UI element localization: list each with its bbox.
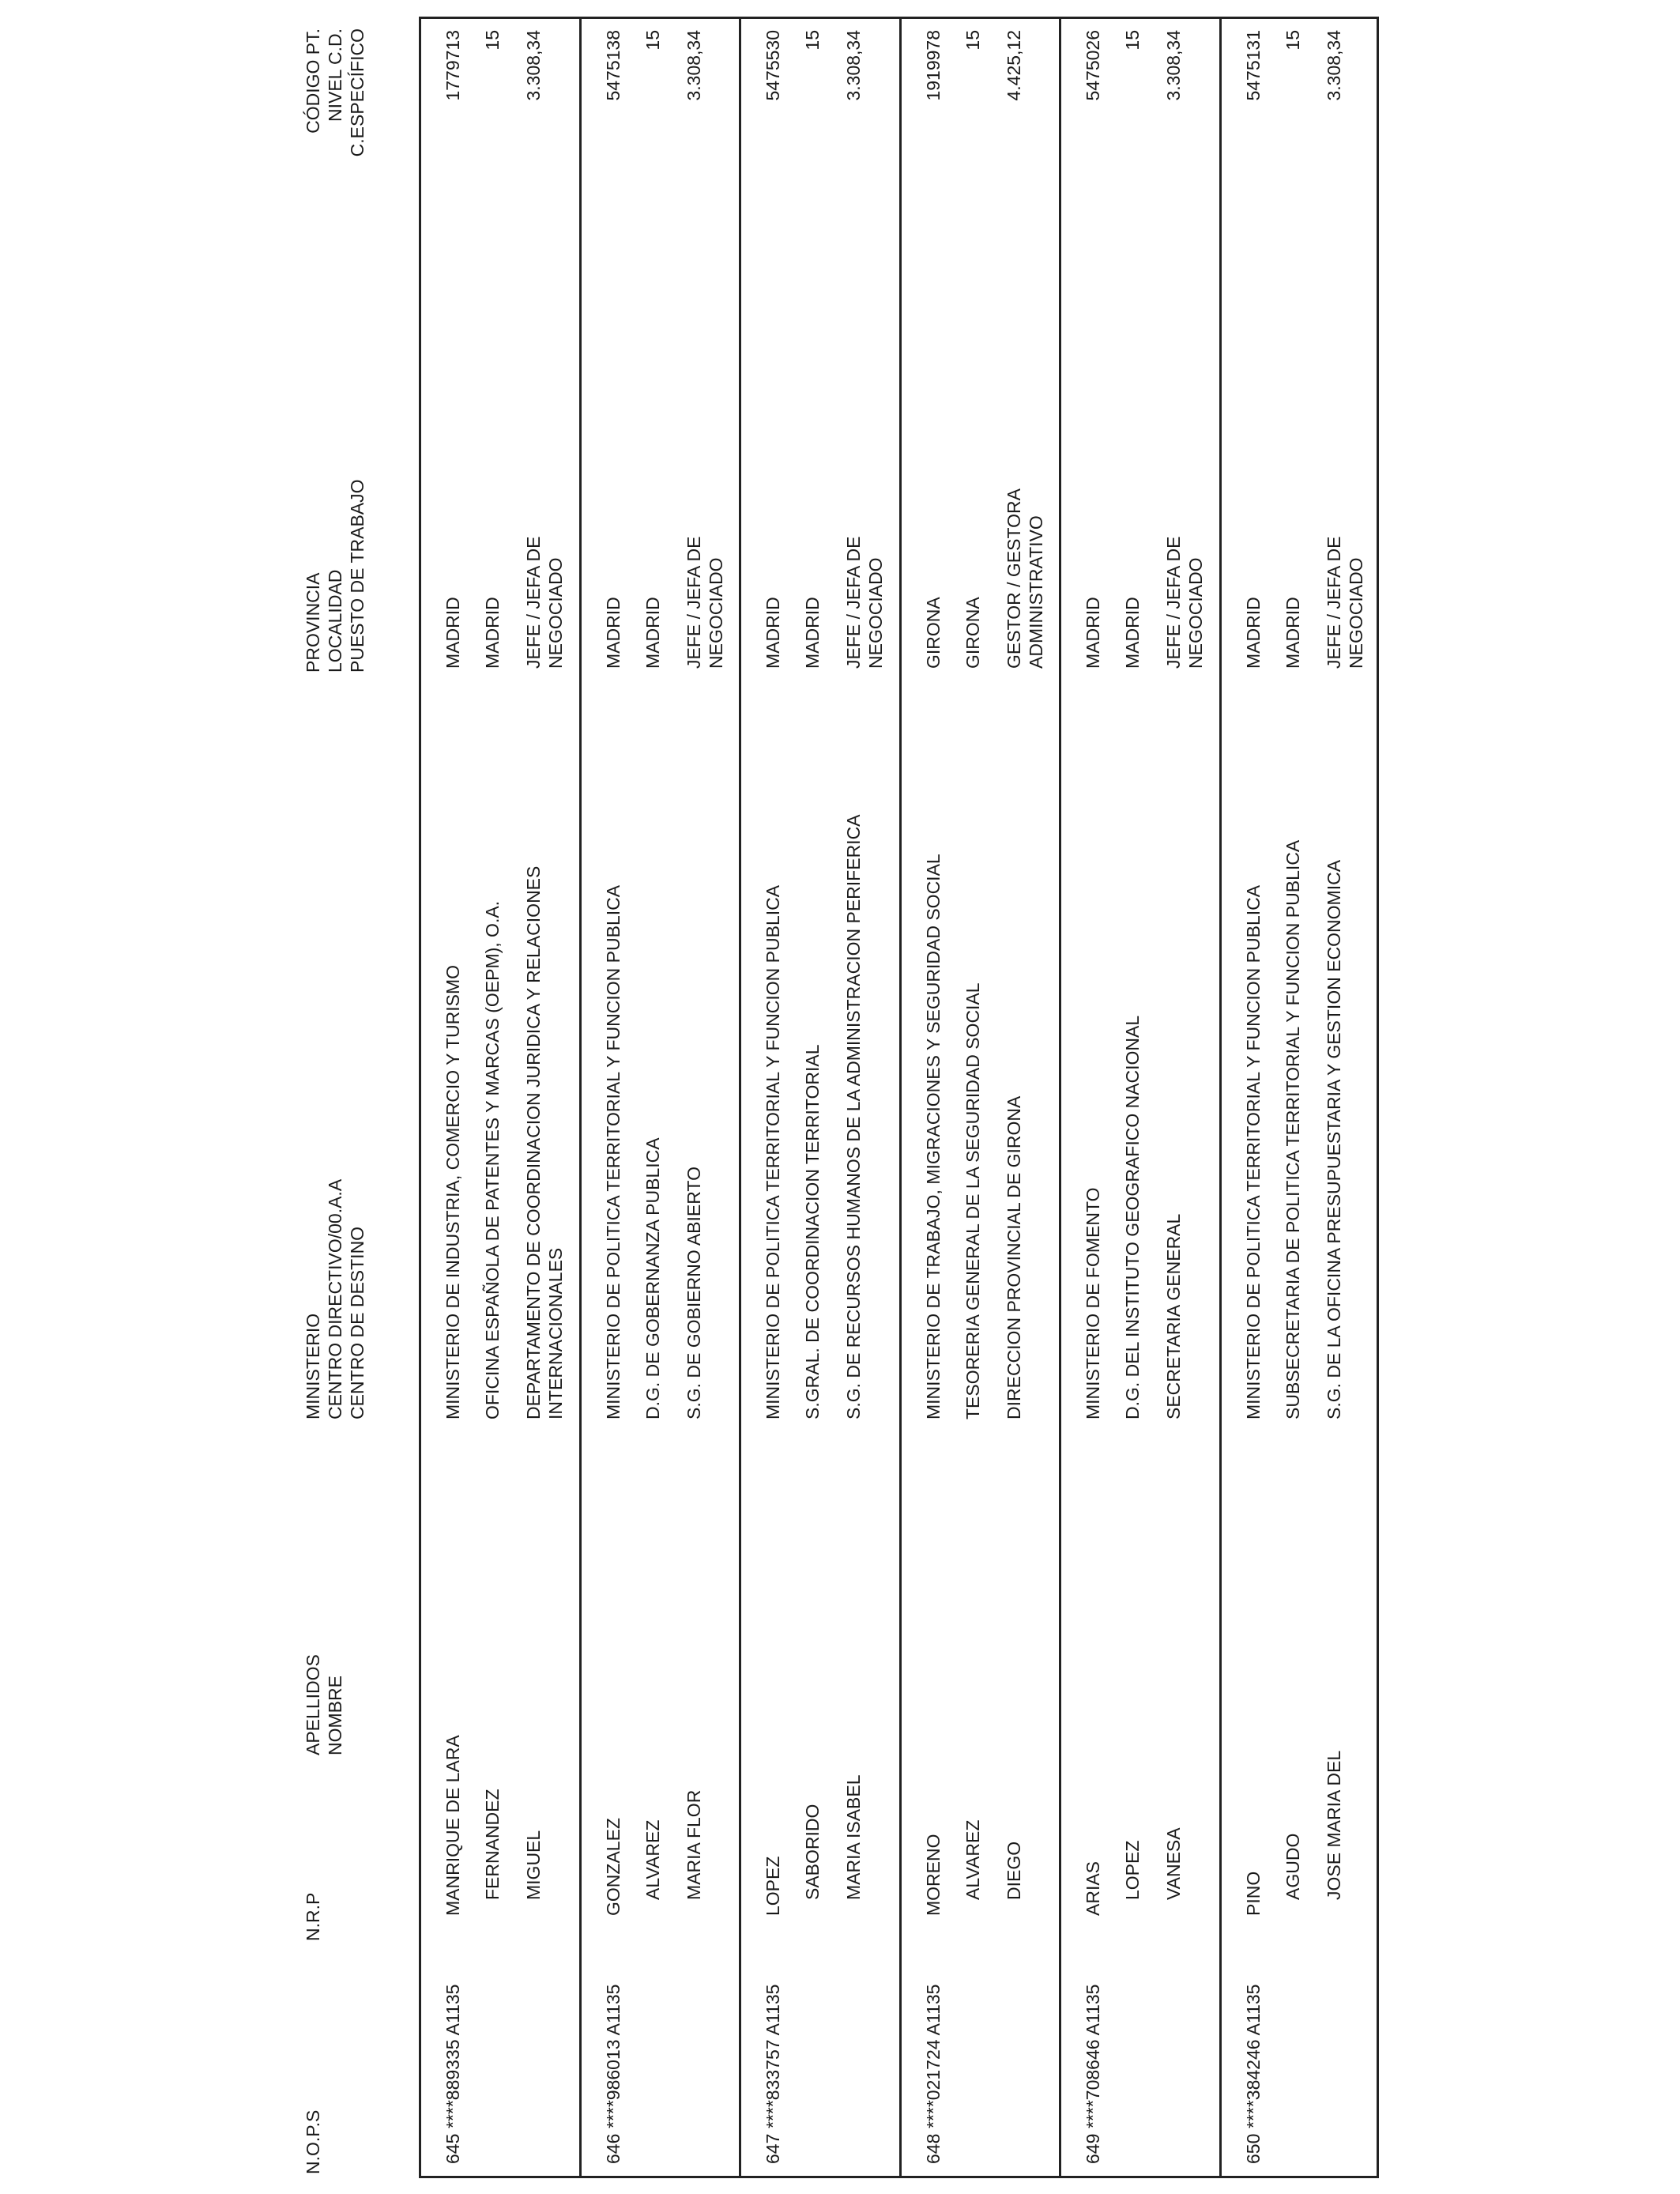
apellido2-value: FERNANDEZ	[482, 1789, 503, 1900]
header-nops	[302, 2110, 324, 2174]
header-localidad-label: LOCALIDAD	[325, 569, 345, 673]
provincia-value: MADRID	[1083, 597, 1103, 669]
ministerio-value: MINISTERIO DE FOMENTO	[1083, 1187, 1103, 1419]
nops-value: 649	[1083, 2133, 1103, 2164]
nops-value: 645	[443, 2133, 463, 2164]
apellido2-value: AGUDO	[1282, 1833, 1303, 1900]
header-nombre-label: NOMBRE	[325, 1676, 345, 1755]
nrp-value: ****833757 A1135	[763, 1984, 783, 2128]
nrp-value: ****384246 A1135	[1242, 1984, 1264, 2128]
puesto-value: JEFE / JEFA DE NEGOCIADO	[1163, 536, 1206, 669]
header-centro-destino-label: CENTRO DE DESTINO	[347, 1226, 367, 1419]
provincia-value: GIRONA	[922, 597, 944, 669]
nivel-value: 15	[642, 30, 663, 51]
records-table	[419, 17, 1379, 2178]
provincia-value: MADRID	[443, 597, 463, 669]
header-puesto-label: PUESTO DE TRABAJO	[347, 479, 367, 673]
especifico-value: 3.308,34	[1163, 30, 1184, 101]
provincia-value: MADRID	[1242, 597, 1264, 669]
especifico-value: 3.308,34	[843, 30, 864, 101]
table-row	[1061, 19, 1222, 2176]
localidad-value: MADRID	[802, 597, 823, 669]
table-row	[1222, 19, 1382, 2176]
header-nrp-label: N.R.P	[303, 1892, 323, 1941]
apellido2-value: ALVAREZ	[642, 1819, 663, 1900]
especifico-value: 3.308,34	[683, 30, 704, 101]
centro-directivo-value: D.G. DEL INSTITUTO GEOGRAFICO NACIONAL	[1122, 1015, 1143, 1419]
codigo-value: 5475138	[602, 30, 623, 101]
table-row	[902, 19, 1062, 2176]
table-row	[741, 19, 902, 2176]
centro-directivo-value: OFICINA ESPAÑOLA DE PATENTES Y MARCAS (OEPM), O.A.	[482, 900, 503, 1419]
centro-destino-value: SECRETARIA GENERAL	[1163, 1213, 1184, 1419]
ministerio-value: MINISTERIO DE TRABAJO, MIGRACIONES Y SEGURIDAD SOCIAL	[922, 854, 944, 1419]
header-apellidos-nombre	[302, 1654, 346, 1755]
localidad-value: MADRID	[482, 597, 503, 669]
especifico-value: 4.425,12	[1003, 30, 1024, 101]
header-especifico-label: C.ESPECÍFICO	[347, 28, 367, 157]
apellido2-value: SABORIDO	[802, 1804, 823, 1900]
table-row	[421, 19, 582, 2176]
nops-value: 646	[602, 2133, 623, 2164]
localidad-value: MADRID	[642, 597, 663, 669]
codigo-value: 1779713	[443, 30, 463, 101]
centro-destino-value: S.G. DE GOBIERNO ABIERTO	[683, 1167, 704, 1419]
puesto-value: JEFE / JEFA DE NEGOCIADO	[523, 536, 566, 669]
especifico-value: 3.308,34	[1323, 30, 1344, 101]
nombre-value: DIEGO	[1003, 1841, 1024, 1900]
localidad-value: MADRID	[1122, 597, 1143, 669]
nivel-value: 15	[1122, 30, 1143, 51]
provincia-value: MADRID	[602, 597, 623, 669]
nombre-value: VANESA	[1163, 1827, 1184, 1900]
puesto-value: JEFE / JEFA DE NEGOCIADO	[683, 536, 726, 669]
codigo-value: 5475026	[1083, 30, 1103, 101]
nops-value: 650	[1242, 2133, 1264, 2164]
ministerio-value: MINISTERIO DE POLITICA TERRITORIAL Y FUNCION PUBLICA	[602, 884, 623, 1419]
puesto-value: JEFE / JEFA DE NEGOCIADO	[1323, 536, 1366, 669]
header-ministerio-label: MINISTERIO	[303, 1313, 323, 1419]
codigo-value: 1919978	[922, 30, 944, 101]
nivel-value: 15	[482, 30, 503, 51]
nrp-value: ****986013 A1135	[602, 1984, 623, 2128]
centro-destino-value: S.G. DE RECURSOS HUMANOS DE LA ADMINISTRACION PERIFERICA	[843, 814, 864, 1419]
localidad-value: MADRID	[1282, 597, 1303, 669]
apellido1-value: ARIAS	[1083, 1860, 1103, 1916]
header-codigo-label: CÓDIGO PT.	[303, 28, 323, 134]
ministerio-value: MINISTERIO DE POLITICA TERRITORIAL Y FUNCION PUBLICA	[763, 884, 783, 1419]
provincia-value: MADRID	[763, 597, 783, 669]
centro-destino-value: DEPARTAMENTO DE COORDINACION JURIDICA Y RELACIONES INTERNACIONALES	[523, 865, 566, 1419]
nombre-value: MIGUEL	[523, 1830, 544, 1900]
apellido1-value: GONZALEZ	[602, 1818, 623, 1916]
header-apellidos-label: APELLIDOS	[303, 1654, 323, 1755]
nivel-value: 15	[962, 30, 983, 51]
ministerio-value: MINISTERIO DE POLITICA TERRITORIAL Y FUNCION PUBLICA	[1242, 884, 1264, 1419]
nops-value: 647	[763, 2133, 783, 2164]
nivel-value: 15	[802, 30, 823, 51]
header-centro-directivo-label: CENTRO DIRECTIVO/00.A.A	[325, 1178, 345, 1419]
apellido1-value: LOPEZ	[763, 1856, 783, 1916]
nrp-value: ****889335 A1135	[443, 1984, 463, 2128]
codigo-value: 5475530	[763, 30, 783, 101]
header-nivel-label: NIVEL C.D.	[325, 28, 345, 123]
centro-destino-value: DIRECCION PROVINCIAL DE GIRONA	[1003, 1095, 1024, 1419]
nrp-value: ****021724 A1135	[922, 1984, 944, 2128]
header-provincia-label: PROVINCIA	[303, 572, 323, 673]
nivel-value: 15	[1282, 30, 1303, 51]
nombre-value: JOSE MARIA DEL	[1323, 1750, 1344, 1900]
header-nops-label: N.O.P.S	[303, 2109, 323, 2174]
nombre-value: MARIA FLOR	[683, 1789, 704, 1900]
localidad-value: GIRONA	[962, 597, 983, 669]
nombre-value: MARIA ISABEL	[843, 1774, 864, 1900]
puesto-value: JEFE / JEFA DE NEGOCIADO	[843, 536, 886, 669]
apellido1-value: PINO	[1242, 1871, 1264, 1916]
codigo-value: 5475131	[1242, 30, 1264, 101]
apellido2-value: ALVAREZ	[962, 1819, 983, 1900]
especifico-value: 3.308,34	[523, 30, 544, 101]
nrp-value: ****708646 A1135	[1083, 1984, 1103, 2128]
ministerio-value: MINISTERIO DE INDUSTRIA, COMERCIO Y TURISMO	[443, 964, 463, 1419]
centro-directivo-value: D.G. DE GOBERNANZA PUBLICA	[642, 1137, 663, 1419]
centro-directivo-value: S.GRAL. DE COORDINACION TERRITORIAL	[802, 1044, 823, 1419]
puesto-value: GESTOR / GESTORA ADMINISTRATIVO	[1003, 489, 1046, 669]
header-ministerio-centros	[302, 1179, 368, 1419]
apellido1-value: MORENO	[922, 1834, 944, 1916]
table-row	[582, 19, 742, 2176]
header-codigo-nivel-especifico	[302, 28, 368, 187]
header-provincia-localidad-puesto	[302, 479, 368, 673]
centro-destino-value: S.G. DE LA OFICINA PRESUPUESTARIA Y GESTION ECONOMICA	[1323, 859, 1344, 1419]
nops-value: 648	[922, 2133, 944, 2164]
centro-directivo-value: SUBSECRETARIA DE POLITICA TERRITORIAL Y FUNCION PUBLICA	[1282, 839, 1303, 1419]
apellido1-value: MANRIQUE DE LARA	[443, 1735, 463, 1916]
apellido2-value: LOPEZ	[1122, 1840, 1143, 1900]
header-nrp	[302, 1893, 324, 1941]
centro-directivo-value: TESORERIA GENERAL DE LA SEGURIDAD SOCIAL	[962, 982, 983, 1419]
